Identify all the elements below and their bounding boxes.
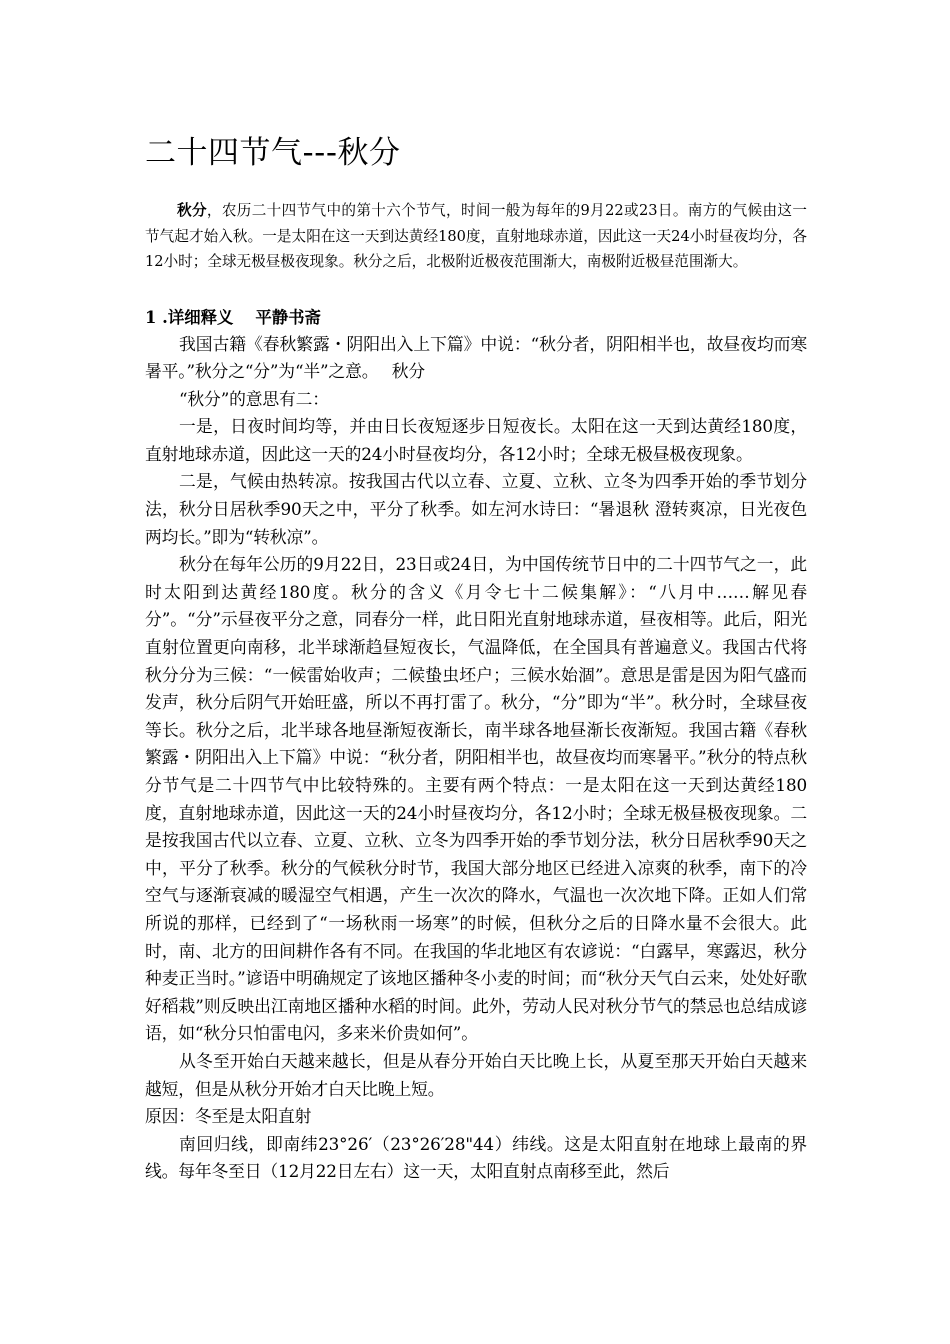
section-body [145,331,807,1186]
body-paragraph: 从冬至开始白天越来越长，但是从春分开始白天比晚上长，从夏至那天开始白天越来越短，但是从秋分开始才白天比晚上短。 [145,1050,807,1099]
intro-paragraph [145,198,807,275]
body-paragraph: 一是，日夜时间均等，并由日长夜短逐步日短夜长。太阳在这一天到达黄经180度，直射地球赤道，因此这一天的24小时昼夜均分，各12小时；全球无极昼极夜现象。 [145,416,807,464]
section-heading [145,305,807,331]
reason-label: 原因：冬至是太阳直射 [145,1106,312,1127]
body-paragraph: “秋分”的意思有二： [179,388,329,409]
page-title: 二十四节气---秋分 [145,135,401,171]
document-content [145,130,807,1186]
body-paragraph: 二是，气候由热转凉。按我国古代以立春、立夏、立秋、立冬为四季开始的季节划分法，秋分日居秋季90天之中，平分了秋季。如左河水诗曰：“暑退秋 澄转爽凉，日光夜色两均长。”即为“转秋凉”。 [145,471,807,547]
body-paragraph: 秋分在每年公历的9月22日，23日或24日，为中国传统节日中的二十四节气之一，此时太阳到达黄经180度。秋分的含义《月令七十二候集解》：“八月中……解见春分”。“分”示昼夜平分之意，同春分一样，此日阳光直射地球赤道，昼夜相等。此后，阳光直射位置更向南移，北半球渐趋昼短夜长，气温降低，在全国具有普遍意义。我国古代将秋分分为三候：“一候雷始收声；二候蛰虫坯户；三候水始涸”。意思是雷是因为阳气盛而发声，秋分后阴气开始旺盛，所以不再打雷了。秋分，“分”即为“半”。秋分时，全球昼夜等长。秋分之后，北半球各地昼渐短夜渐长，南半球各地昼渐长夜渐短。我国古籍《春秋繁露・阴阳出入上下篇》中说：“秋分者，阴阳相半也，故昼夜均而寒暑平。”秋分的特点秋分节气是二十四节气中比较特殊的。主要有两个特点：一是太阳在这一天到达黄经180度，直射地球赤道，因此这一天的24小时昼夜均分，各12小时；全球无极昼极夜现象。二是按我国古代以立春、立夏、立秋、立冬为四季开始的季节划分法，秋分日居秋季90天之中，平分了秋季。秋分的气候秋分时节，我国大部分地区已经进入凉爽的秋季，南下的冷空气与逐渐衰减的暖湿空气相遇，产生一次次的降水，气温也一次次地下降。正如人们常所说的那样，已经到了“一场秋雨一场寒”的时候，但秋分之后的日降水量不会很大。此时，南、北方的田间耕作各有不同。在我国的华北地区有农谚说：“白露早，寒露迟，秋分种麦正当时。”谚语中明确规定了该地区播种冬小麦的时间；而“秋分天气白云来，处处好歌好稻栽”则反映出江南地区播种水稻的时间。此外，劳动人民对秋分节气的禁忌也总结成谚语，如“秋分只怕雷电闪，多来米价贵如何”。 [145,554,807,1044]
intro-text: ，农历二十四节气中的第十六个节气，时间一般为每年的9月22或23日。南方的气候由这一节气起才始入秋。一是太阳在这一天到达黄经180度，直射地球赤道，因此这一天24小时昼夜均分，各12小时；全球无极昼极夜现象。秋分之后，北极附近极夜范围渐大，南极附近极昼范围渐大。 [145,202,807,270]
intro-bold-lead: 秋分 [177,202,207,219]
body-paragraph-last: 南回归线，即南纬23°26′（23°26′28"44）纬线。这是太阳直射在地球上最南的界线。每年冬至日（12月22日左右）这一天，太阳直射点南移至此，然后 [145,1133,807,1182]
section-heading-text: 1 .详细释义 [145,307,234,327]
section-heading-extra: 平静书斋 [255,307,321,327]
body-paragraph: 我国古籍《春秋繁露・阴阳出入上下篇》中说：“秋分者，阴阳相半也，故昼夜均而寒暑平。”秋分之“分”为“半”之意。 秋分 [145,333,807,382]
